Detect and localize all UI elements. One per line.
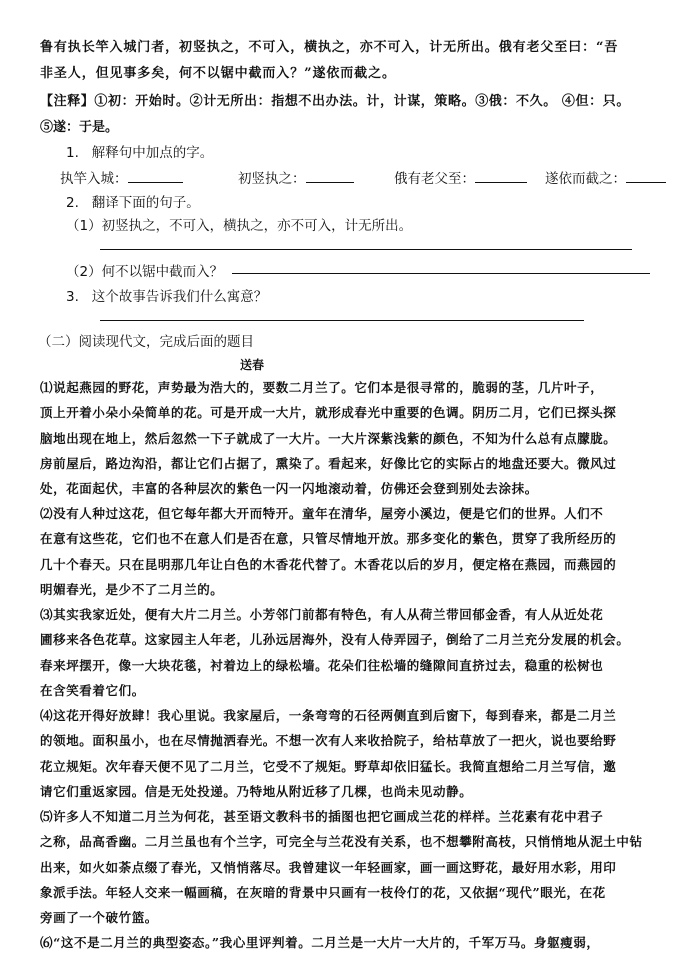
paragraph-1-line: 顶上开着小朵小朵简单的花。可是开成一大片，就形成春光中重要的色调。阴历二月，它们已探头探: [40, 405, 617, 421]
notes-line-1: [40, 90, 660, 109]
article-paragraph-2: [40, 501, 652, 602]
question-2-sub-1: （1）初竖执之，不可入，横执之，亦不可入，计无所出。: [66, 218, 413, 234]
article-paragraph-3: [40, 602, 652, 703]
question-3: [66, 285, 267, 305]
paragraph-4-line: 的领地。面积虽小，也在尽情抛洒春光。不想一次有人来收拾院子，给枯草放了一把火，说也要给野: [40, 733, 617, 749]
paragraph-3-line: ⑶其实我家近处，便有大片二月兰。小芳邻门前都有特色，有人从荷兰带回郁金香，有人从近处花: [40, 607, 604, 622]
q2-sub1-answer-line[interactable]: [100, 249, 632, 250]
paragraph-5-line: 旁画了一个破竹篮。: [40, 910, 158, 926]
question-2-sub-2: （2）何不以锯中截而入？: [66, 264, 224, 280]
q1-item-1: [60, 167, 183, 187]
paragraph-2-line: 明媚春光，是少不了二月兰的。: [40, 581, 224, 597]
paragraph-3-line: 圃移来各色花草。这家园主人年老，儿孙远居海外，没有人侍弄园子，倒给了二月兰充分发展的机会。: [40, 632, 630, 648]
article-paragraph-6: [40, 930, 652, 955]
question-3-number: 3.: [66, 289, 79, 305]
question-1-number: 1.: [66, 145, 79, 161]
article-paragraph-4: [40, 703, 652, 804]
article-paragraph-5: [40, 804, 652, 930]
paragraph-2-line: 几十个春天。只在昆明那几年让白色的木香花代替了。木香花以后的岁月，便定格在燕园，而燕园的: [40, 556, 617, 572]
paragraph-1-line: ⑴说起燕园的野花，声势最为浩大的，要数二月兰了。它们本是很寻常的，脆弱的茎，几片叶子，: [40, 380, 604, 395]
section-2-heading: （二）阅读现代文，完成后面的题目: [38, 334, 254, 350]
notes-text-1: ①初：开始时。②计无所出：指想不出办法。计，计谋，策略。③俄：不久。 ④但：只。: [94, 94, 630, 109]
question-1-text: 解释句中加点的字。: [91, 145, 214, 161]
article-title: 送春: [240, 358, 265, 372]
paragraph-2-line: 在意有这些花，它们也不在意人们是否在意，只管尽情地开放。那多变化的紫色，贯穿了我所经历的: [40, 531, 617, 547]
q1-item-2-label: 初竖执之：: [238, 171, 306, 187]
paragraph-5-line: 之称，品高香幽。二月兰虽也有个兰字，可完全与兰花没有关系，也不想攀附高枝，只悄悄地从泥土中钻: [40, 834, 643, 850]
notes-line-2: ⑤遂：于是。: [40, 120, 119, 135]
q1-item-4: [545, 167, 666, 187]
q1-answer-blank-4[interactable]: [626, 169, 666, 183]
paragraph-4-line: ⑷这花开得好放肆！我心里说。我家屋后，一条弯弯的石径两侧直到后窗下，每到春来，都是二月兰: [40, 708, 617, 723]
paragraph-5-line: ⑸许多人不知道二月兰为何花，甚至语文教科书的插图也把它画成兰花的样样。兰花素有花中君子: [40, 809, 604, 824]
notes-label: 【注释】: [40, 94, 95, 109]
q3-answer-line[interactable]: [100, 320, 584, 321]
question-2: [66, 191, 200, 211]
question-1: [66, 141, 213, 161]
q1-item-4-label: 遂依而截之：: [545, 171, 626, 187]
classical-text-line-1: 鲁有执长竿入城门者，初竖执之，不可入，横执之，亦不可入，计无所出。俄有老父至曰：“吾: [40, 40, 619, 55]
q1-answer-blank-3[interactable]: [475, 169, 527, 183]
q2-sub2-answer-line[interactable]: [232, 273, 650, 274]
article-paragraph-1: [40, 375, 652, 501]
q1-item-1-label: 执竿入城：: [60, 171, 128, 187]
paragraph-1-line: 房前屋后，路边沟沿，都让它们占据了，熏染了。看起来，好像比它的实际占的地盘还要大。微风过: [40, 455, 617, 471]
paragraph-6-line: ⑹“这不是二月兰的典型姿态。”我心里评判着。二月兰是一大片一大片的，千军万马。身躯瘦弱，: [40, 935, 600, 950]
paragraph-4-line: 花立规矩。次年春天便不见了二月兰，它受不了规矩。野草却依旧猛长。我简直想给二月兰写信，邀: [40, 758, 617, 774]
question-3-text: 这个故事告诉我们什么寓意？: [91, 289, 268, 305]
classical-text-line-2: 非圣人，但见事多矣，何不以锯中截而入？”遂依而截之。: [40, 66, 396, 81]
q1-answer-blank-2[interactable]: [306, 169, 354, 183]
question-2-number: 2.: [66, 195, 79, 211]
q1-item-3: [394, 167, 527, 187]
paragraph-1-line: 处，花面起伏，丰富的各种层次的紫色一闪一闪地滚动着，仿佛还会登到别处去涂抹。: [40, 481, 538, 497]
paragraph-5-line: 出来，如火如荼点缀了春光，又悄悄落尽。我曾建议一年轻画家，画一画这野花，最好用水彩，用印: [40, 859, 617, 875]
q1-item-3-label: 俄有老父至：: [394, 171, 475, 187]
q1-item-2: [238, 167, 354, 187]
paragraph-4-line: 请它们重返家园。信是无处投递。乃特地从附近移了几棵，也尚未见动静。: [40, 783, 473, 799]
paragraph-5-line: 象派手法。年轻人交来一幅画稿，在灰暗的背景中只画有一枝伶仃的花，又依据“现代”眼光，在花: [40, 884, 606, 900]
paragraph-3-line: 在含笑看着它们。: [40, 682, 145, 698]
question-2-text: 翻译下面的句子。: [91, 195, 200, 211]
paragraph-2-line: ⑵没有人种过这花，但它每年都大开而特开。童年在清华，屋旁小溪边，便是它们的世界。人们不: [40, 506, 604, 521]
q1-answer-blank-1[interactable]: [128, 169, 183, 183]
paragraph-1-line: 脑地出现在地上，然后忽然一下子就成了一大片。一大片深紫浅紫的颜色，不知为什么总有点朦胧。: [40, 430, 617, 446]
paragraph-3-line: 春来坪摆开，像一大块花毯，衬着边上的绿松墙。花朵们往松墙的缝隙间直挤过去，稳重的松树也: [40, 657, 604, 673]
